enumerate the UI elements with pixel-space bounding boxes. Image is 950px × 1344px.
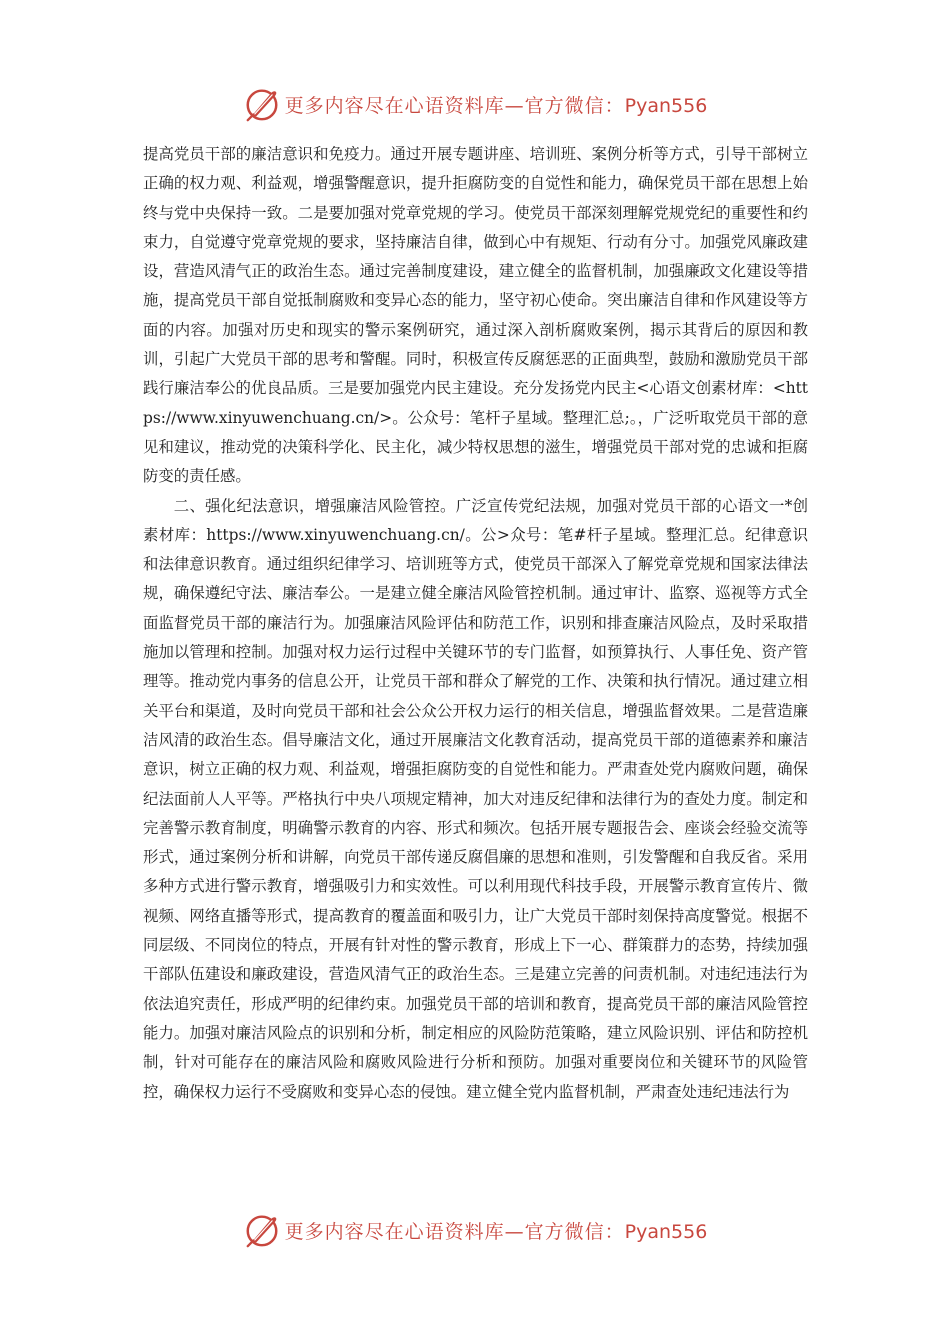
feather-pen-logo-icon <box>243 1211 281 1249</box>
header-wechat-id: Pyan556 <box>624 94 708 117</box>
header-banner-text <box>285 91 708 118</box>
paragraph-2: 二、强化纪法意识，增强廉洁风险管控。广泛宣传党纪法规，加强对党员干部的心语文一*创素材库：https://www.xinyuwenchuang.cn/。公>众号：笔#杆子星域。整理汇总。纪律意识和法律意识教育。通过组织纪律学习、培训班等方式，使党员干部深入了解党章党规和国家法律法规，确保遵纪守法、廉洁奉公。一是建立健全廉洁风险管控机制。通过审计、监察、巡视等方式全面监督党员干部的廉洁行为。加强廉洁风险评估和防范工作，识别和排查廉洁风险点，及时采取措施加以管理和控制。加强对权力运行过程中关键环节的专门监督，如预算执行、人事任免、资产管理等。推动党内事务的信息公开，让党员干部和群众了解党的工作、决策和执行情况。通过建立相关平台和渠道，及时向党员干部和社会公众公开权力运行的相关信息，增强监督效果。二是营造廉洁风清的政治生态。倡导廉洁文化，通过开展廉洁文化教育活动，提高党员干部的道德素养和廉洁意识，树立正确的权力观、利益观，增强拒腐防变的自觉性和能力。严肃查处党内腐败问题，确保纪法面前人人平等。严格执行中央八项规定精神，加大对违反纪律和法律行为的查处力度。制定和完善警示教育制度，明确警示教育的内容、形式和频次。包括开展专题报告会、座谈会经验交流等形式，通过案例分析和讲解，向党员干部传递反腐倡廉的思想和准则，引发警醒和自我反省。采用多种方式进行警示教育，增强吸引力和实效性。可以利用现代科技手段，开展警示教育宣传片、微视频、网络直播等形式，提高教育的覆盖面和吸引力，让广大党员干部时刻保持高度警觉。根据不同层级、不同岗位的特点，开展有针对性的警示教育，形成上下一心、群策群力的态势，持续加强干部队伍建设和廉政建设，营造风清气正的政治生态。三是建立完善的问责机制。对违纪违法行为依法追究责任，形成严明的纪律约束。加强党员干部的培训和教育，提高党员干部的廉洁风险管控能力。加强对廉洁风险点的识别和分析，制定相应的风险防范策略，建立风险识别、评估和防控机制，针对可能存在的廉洁风险和腐败风险进行分析和预防。加强对重要岗位和关键环节的风险管控，确保权力运行不受腐败和变异心态的侵蚀。建立健全党内监督机制，严肃查处违纪违法行为 <box>143 496 808 1101</box>
header-banner-label: 更多内容尽在心语资料库—官方微信： <box>284 94 625 117</box>
footer-banner-text <box>285 1217 708 1244</box>
footer-banner-label: 更多内容尽在心语资料库—官方微信： <box>284 1220 625 1243</box>
feather-pen-logo-icon <box>243 85 281 123</box>
header-banner <box>0 82 950 126</box>
footer-banner <box>0 1208 950 1252</box>
footer-wechat-id: Pyan556 <box>624 1220 708 1243</box>
paragraph-1: 提高党员干部的廉洁意识和免疫力。通过开展专题讲座、培训班、案例分析等方式，引导干部树立正确的权力观、利益观，增强警醒意识，提升拒腐防变的自觉性和能力，确保党员干部在思想上始终与党中央保持一致。二是要加强对党章党规的学习。使党员干部深刻理解党规党纪的重要性和约束力，自觉遵守党章党规的要求，坚持廉洁自律，做到心中有规矩、行动有分寸。加强党风廉政建设，营造风清气正的政治生态。通过完善制度建设，建立健全的监督机制，加强廉政文化建设等措施，提高党员干部自觉抵制腐败和变异心态的能力，坚守初心使命。突出廉洁自律和作风建设等方面的内容。加强对历史和现实的警示案例研究，通过深入剖析腐败案例，揭示其背后的原因和教训，引起广大党员干部的思考和警醒。同时，积极宣传反腐惩恶的正面典型，鼓励和激励党员干部践行廉洁奉公的优良品质。三是要加强党内民主建设。充分发扬党内民主<心语文创素材库：<https://www.xinyuwenchuang.cn/>。公众号：笔杆子星域。整理汇总;。，广泛听取党员干部的意见和建议，推动党的决策科学化、民主化，减少特权思想的滋生，增强党员干部对党的忠诚和拒腐防变的责任感。 <box>143 145 808 486</box>
document-body <box>143 140 808 1107</box>
